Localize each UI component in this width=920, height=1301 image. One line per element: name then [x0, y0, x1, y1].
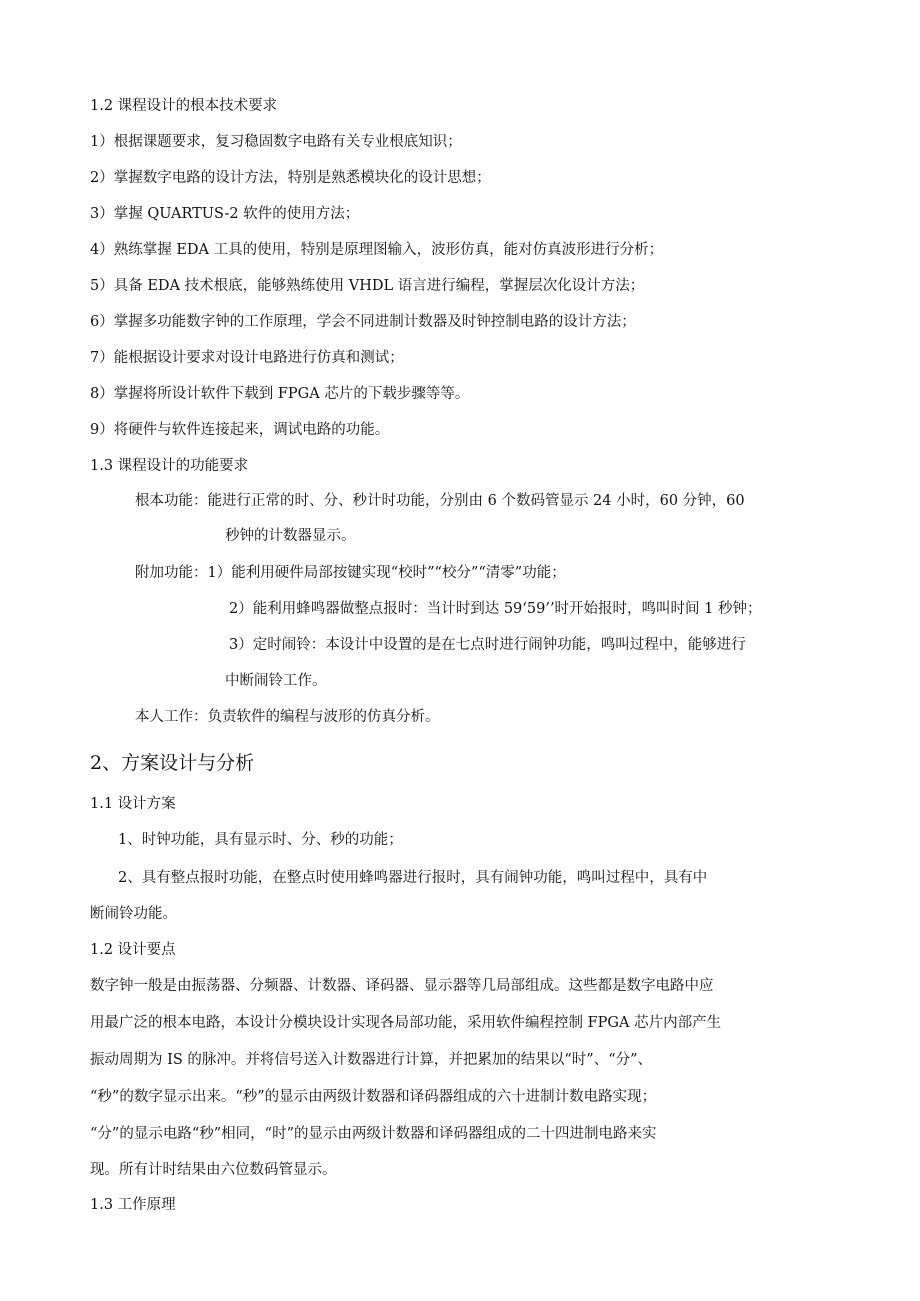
paragraph-line-4: “秒”的数字显示出来。“秒”的显示由两级计数器和译码器组成的六十进制计数电路实现； — [90, 1089, 657, 1105]
chapter-2-title: 2、方案设计与分析 — [90, 752, 255, 774]
paragraph-line-2: 用最广泛的根本电路，本设计分模块设计实现各局部功能，采用软件编程控制 FPGA 芯片内部产生 — [90, 1015, 722, 1031]
requirement-item-8: 8）掌握将所设计软件下载到 FPGA 芯片的下载步骤等等。 — [90, 386, 470, 402]
extra-function-line-4: 中断闹铃工作。 — [225, 673, 327, 689]
requirement-item-4: 4）熟练掌握 EDA 工具的使用，特别是原理图输入，波形仿真，能对仿真波形进行分析； — [90, 242, 664, 258]
paragraph-line-3: 振动周期为 IS 的脉冲。并将信号送入计数器进行计算，并把累加的结果以“时”、“分”、 — [90, 1052, 653, 1068]
paragraph-line-1: 数字钟一般是由振荡器、分频器、计数器、译码器、显示器等几局部组成。这些都是数字电路中应 — [90, 978, 714, 994]
requirement-item-9: 9）将硬件与软件连接起来，调试电路的功能。 — [90, 422, 390, 438]
design-point-2-line-1: 2、具有整点报时功能，在整点时使用蜂鸣器进行报时，具有闹钟功能，鸣叫过程中，具有中 — [118, 870, 708, 886]
extra-function-line-2: 2）能利用蜂鸣器做整点报时：当计时到达 59‘59’’时开始报时，鸣叫时间 1 秒钟； — [229, 601, 762, 617]
personal-work: 本人工作：负责软件的编程与波形的仿真分析。 — [135, 709, 440, 725]
paragraph-line-5: “分”的显示电路“秒”相同，“时”的显示由两级计数器和译码器组成的二十四进制电路来实 — [90, 1126, 657, 1142]
design-point-1: 1、时钟功能，具有显示时、分、秒的功能； — [118, 832, 403, 848]
requirement-item-2: 2）掌握数字电路的设计方法，特别是熟悉模块化的设计思想； — [90, 170, 491, 186]
requirement-item-6: 6）掌握多功能数字钟的工作原理，学会不同进制计数器及时钟控制电路的设计方法； — [90, 314, 636, 330]
requirement-item-7: 7）能根据设计要求对设计电路进行仿真和测试； — [90, 350, 404, 366]
subsection-1-3-title: 1.3 工作原理 — [90, 1197, 176, 1213]
section-1-3-title: 1.3 课程设计的功能要求 — [90, 458, 249, 474]
design-point-2-line-2: 断闹铃功能。 — [90, 906, 177, 922]
requirement-item-5: 5）具备 EDA 技术根底，能够熟练使用 VHDL 语言进行编程，掌握层次化设计方法； — [90, 278, 645, 294]
requirement-item-3: 3）掌握 QUARTUS-2 软件的使用方法； — [90, 206, 360, 222]
requirement-item-1: 1）根据课题要求，复习稳固数字电路有关专业根底知识； — [90, 134, 462, 150]
extra-function-line-1: 附加功能：1）能利用硬件局部按键实现“校时”“校分”“清零”功能； — [135, 565, 566, 581]
paragraph-line-6: 现。所有计时结果由六位数码管显示。 — [90, 1162, 337, 1178]
extra-function-line-3: 3）定时闹铃：本设计中设置的是在七点时进行闹钟功能，鸣叫过程中，能够进行 — [229, 637, 746, 653]
subsection-1-2-title: 1.2 设计要点 — [90, 942, 176, 958]
section-1-2-title: 1.2 课程设计的根本技术要求 — [90, 98, 278, 114]
basic-function-line-1: 根本功能：能进行正常的时、分、秒计时功能，分别由 6 个数码管显示 24 小时，60 分钟，60 — [135, 493, 745, 509]
subsection-1-1-title: 1.1 设计方案 — [90, 796, 176, 812]
basic-function-line-2: 秒钟的计数器显示。 — [225, 528, 356, 544]
